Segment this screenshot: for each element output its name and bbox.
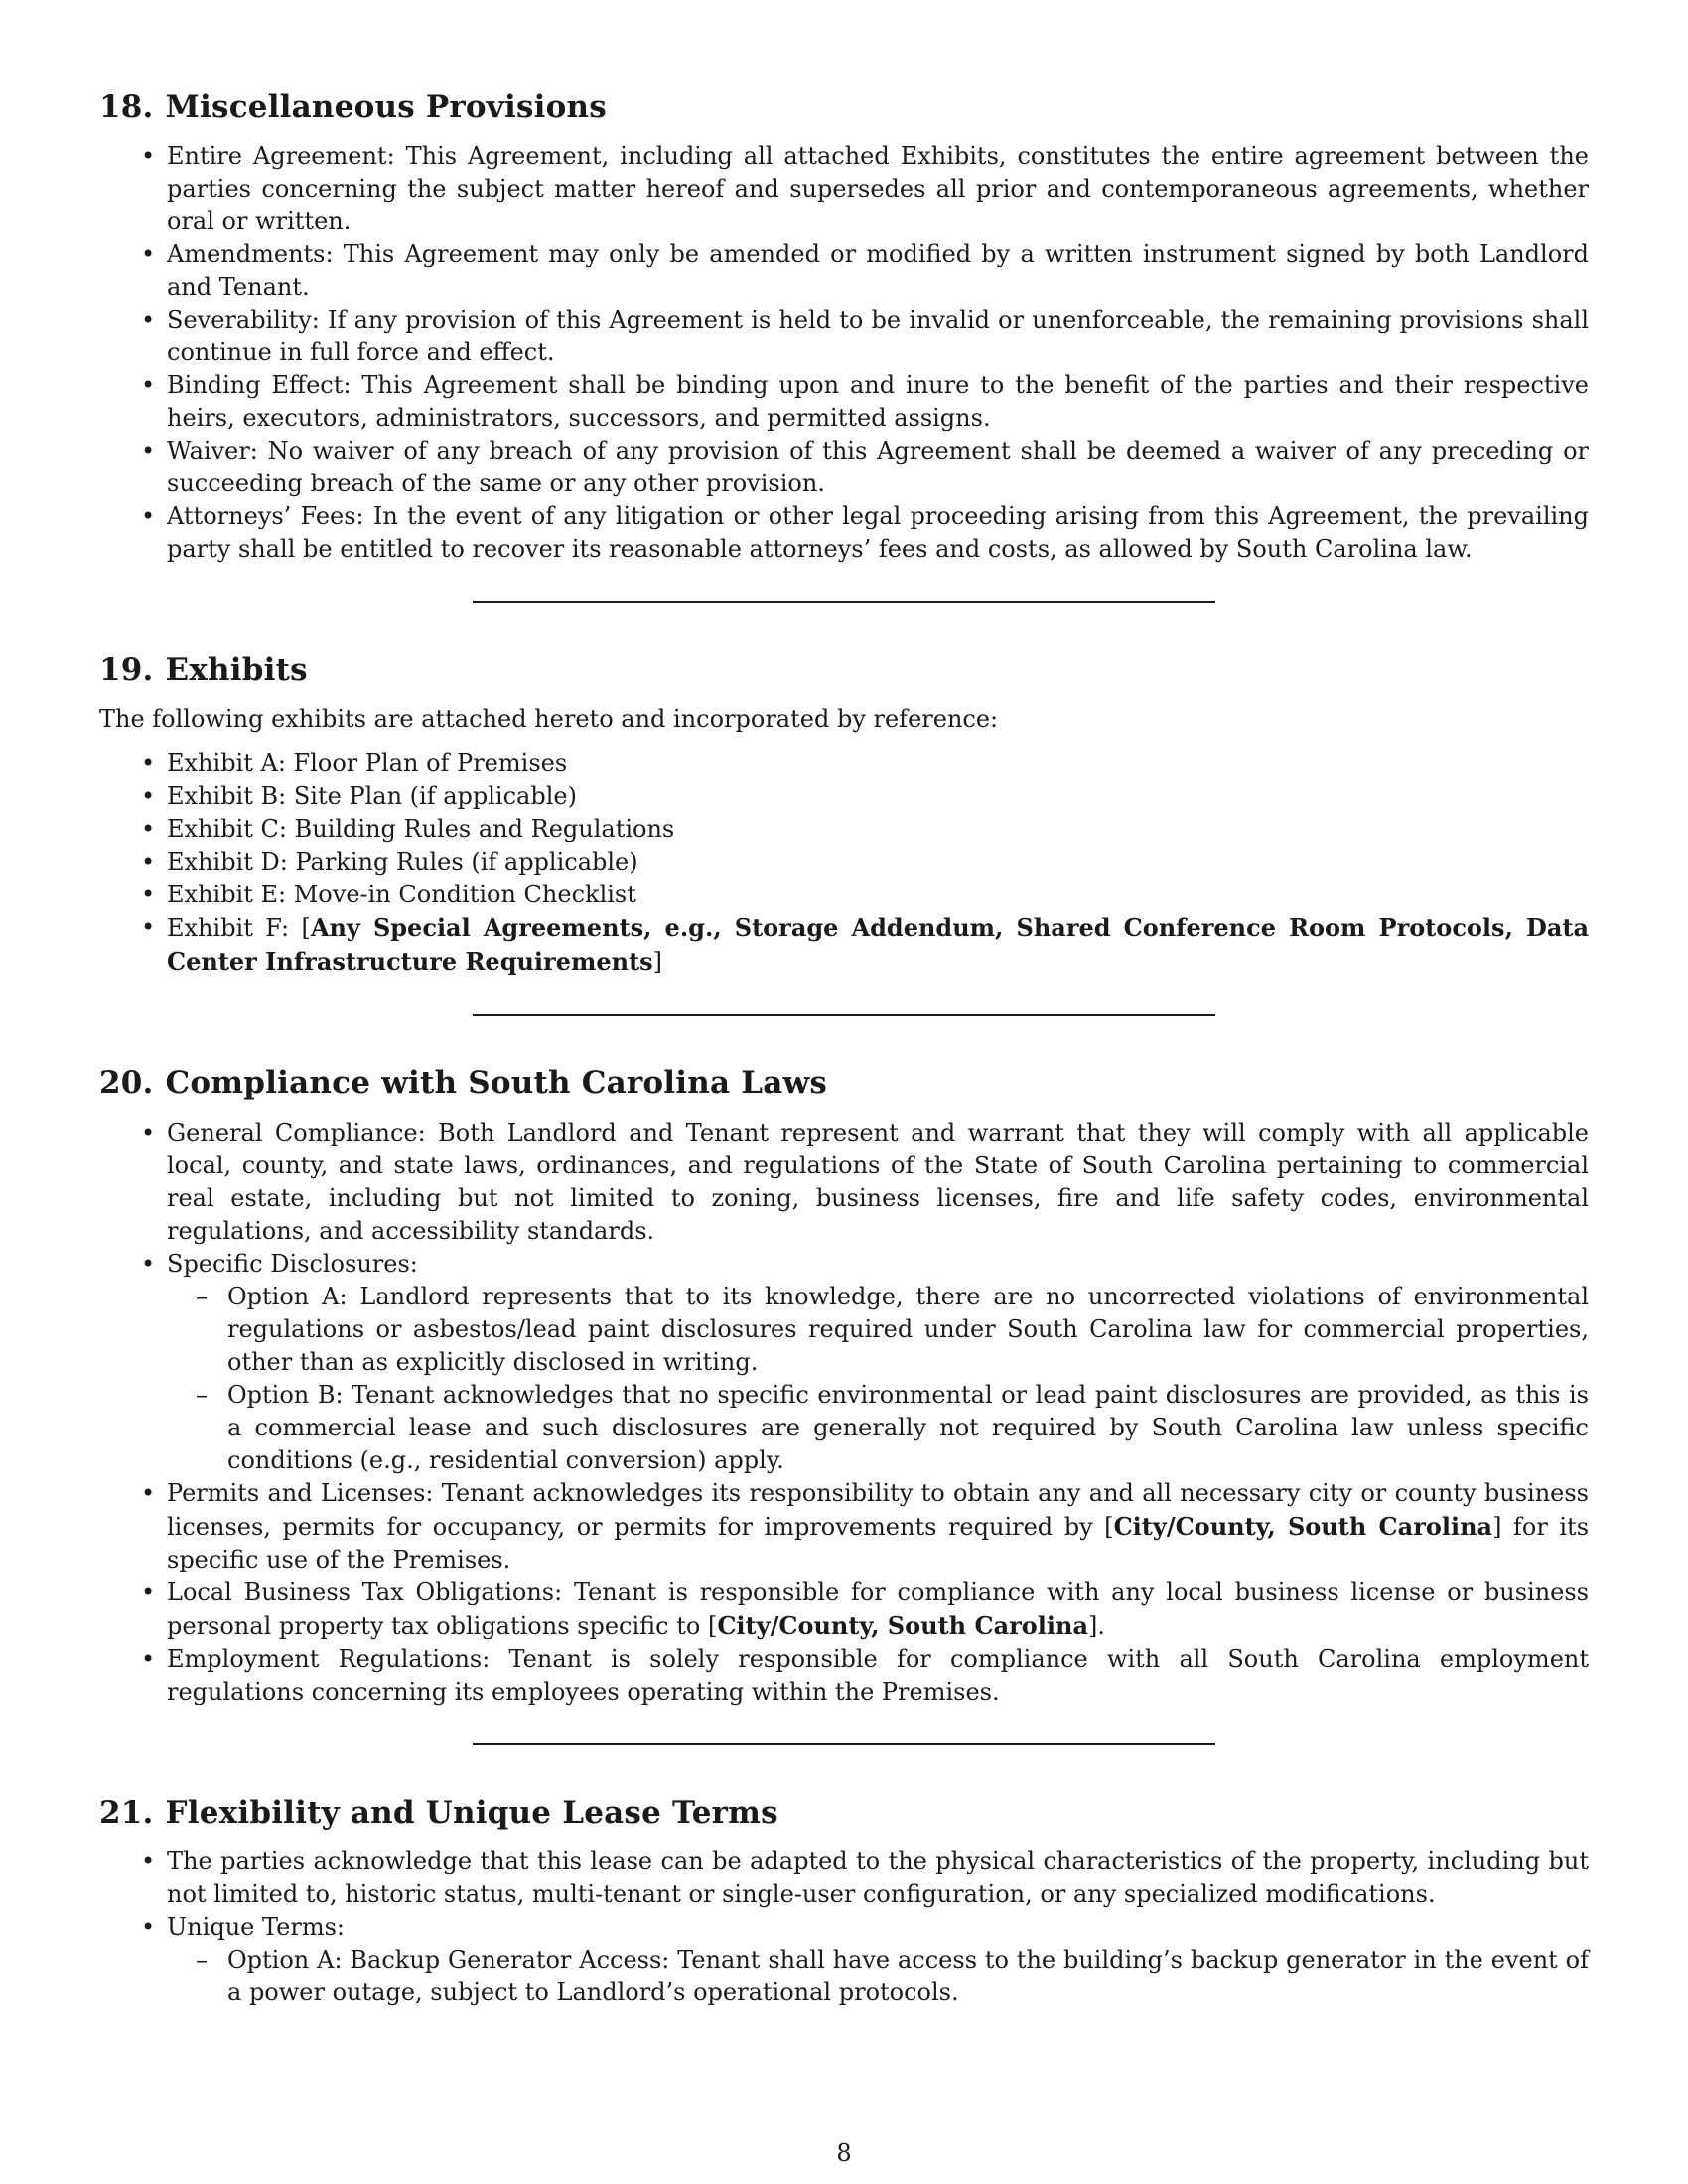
list-item-text: Unique Terms:	[167, 1912, 345, 1941]
list-item	[141, 780, 1589, 813]
bullet-icon: •	[141, 1577, 156, 1606]
bullet-icon: •	[141, 1644, 156, 1673]
bullet-icon: •	[141, 1478, 156, 1507]
list-item	[141, 1248, 1589, 1477]
sub-list-item-text: Option A: Backup Generator Access: Tenant shall have access to the building’s backup generator in the event of a power outage, subject to Landlord’s operational protocols.	[227, 1945, 1589, 2006]
section-20-heading	[99, 1065, 1589, 1102]
list-item-text: Local Business Tax Obligations: Tenant is responsible for compliance with any local business license or business personal property tax obligations specific to [	[167, 1577, 1589, 1640]
disclosure-options	[167, 1281, 1589, 1477]
bullet-icon: •	[141, 913, 156, 942]
list-item	[141, 1845, 1589, 1911]
section-19-list	[99, 748, 1589, 979]
list-item	[141, 1117, 1589, 1248]
list-item-text: Amendments: This Agreement may only be amended or modified by a written instrument signed by both Landlord and Tenant.	[167, 240, 1589, 302]
list-item-text: Exhibit C: Building Rules and Regulations	[167, 815, 675, 844]
list-item-text: The parties acknowledge that this lease can be adapted to the physical characteristics of the property, including but not limited to, historic status, multi-tenant or single-user configuration, or any specialized modifications.	[167, 1846, 1589, 1908]
list-item	[141, 435, 1589, 500]
placeholder-text: City/County, South Carolina	[1113, 1511, 1493, 1541]
dash-icon: –	[196, 1282, 208, 1310]
list-item-text: ] for its specific use of the Premises.	[167, 1512, 1590, 1573]
section-19-intro: The following exhibits are attached hereto and incorporated by reference:	[99, 705, 999, 734]
dash-icon: –	[196, 1380, 208, 1409]
list-item-text: Exhibit A: Floor Plan of Premises	[167, 750, 568, 778]
list-item	[141, 238, 1589, 304]
bullet-icon: •	[141, 240, 156, 269]
bullet-icon: •	[141, 1912, 156, 1941]
list-item-text: ].	[1088, 1611, 1106, 1640]
section-18-list	[99, 140, 1589, 566]
page-number: 8	[836, 2139, 852, 2167]
list-item-text: Exhibit B: Site Plan (if applicable)	[167, 782, 577, 811]
list-item	[141, 369, 1589, 435]
bullet-icon: •	[141, 881, 156, 909]
list-item-text: Permits and Licenses: Tenant acknowledges its responsibility to obtain any and all necessary city or county business licenses, permits for occupancy, or permits for improvements required by [	[167, 1478, 1589, 1541]
list-item-text: Severability: If any provision of this Agreement is held to be invalid or unenforceable, the remaining provisions shall continue in full force and effect.	[167, 306, 1589, 367]
bullet-icon: •	[141, 1118, 156, 1147]
list-item-text: Attorneys’ Fees: In the event of any litigation or other legal proceeding arising from this Agreement, the prevailing party shall be entitled to recover its reasonable attorneys’ fees and costs, as allowed by South Carolina law.	[167, 502, 1589, 564]
list-item	[141, 748, 1589, 780]
list-item	[141, 1643, 1589, 1708]
bullet-icon: •	[141, 437, 156, 466]
bullet-icon: •	[141, 750, 156, 778]
list-item	[141, 846, 1589, 879]
list-item	[141, 879, 1589, 911]
bullet-icon: •	[141, 1846, 156, 1875]
bullet-icon: •	[141, 1249, 156, 1278]
list-item	[141, 911, 1590, 979]
list-item	[141, 304, 1589, 369]
section-20-list	[99, 1117, 1589, 1708]
bullet-icon: •	[141, 371, 156, 400]
section-title: Flexibility and Unique Lease Terms	[165, 1794, 778, 1831]
section-number: 19.	[99, 652, 154, 689]
bullet-icon: •	[141, 142, 156, 171]
list-item-text: Binding Effect: This Agreement shall be binding upon and inure to the benefit of the parties and their respective heirs, executors, administrators, successors, and permitted assigns.	[167, 371, 1589, 433]
list-item-text: Specific Disclosures:	[167, 1249, 418, 1278]
list-item-text: General Compliance: Both Landlord and Tenant represent and warrant that they will comply with all applicable local, county, and state laws, ordinances, and regulations of the State of South Carolina pertaining to commercial real estate, including but not limited to zoning, business licenses, fire and life safety codes, environmental regulations, and accessibility standards.	[167, 1118, 1589, 1245]
section-21-list	[99, 1845, 1589, 2009]
list-item	[141, 500, 1589, 566]
dash-icon: –	[196, 1945, 208, 1974]
sub-list-item-text: Option A: Landlord represents that to its knowledge, there are no uncorrected violations of environmental regulations or asbestos/lead paint disclosures required under South Carolina law for commercial properties, other than as explicitly disclosed in writing.	[227, 1282, 1589, 1376]
list-item-text: Waiver: No waiver of any breach of any provision of this Agreement shall be deemed a waiver of any preceding or succeeding breach of the same or any other provision.	[167, 437, 1589, 498]
bullet-icon: •	[141, 306, 156, 335]
section-title: Compliance with South Carolina Laws	[165, 1065, 828, 1102]
list-item	[141, 1477, 1590, 1576]
sub-list-item-text: Option B: Tenant acknowledges that no specific environmental or lead paint disclosures are provided, as this is a commercial lease and such disclosures are generally not required by South Carolina law unless specific conditions (e.g., residential conversion) apply.	[227, 1380, 1589, 1474]
list-item-text: Exhibit F: [	[167, 914, 311, 943]
section-19-heading	[99, 652, 1589, 689]
placeholder-text: City/County, South Carolina	[717, 1610, 1089, 1640]
list-item	[141, 140, 1589, 238]
sub-list-item	[196, 1379, 1589, 1477]
bullet-icon: •	[141, 502, 156, 531]
section-number: 18.	[99, 89, 154, 125]
section-18-heading	[99, 89, 1589, 126]
bullet-icon: •	[141, 815, 156, 844]
list-item-text: Entire Agreement: This Agreement, including all attached Exhibits, constitutes the entire agreement between the parties concerning the subject matter hereof and supersedes all prior and contemporaneous agreements, whether oral or written.	[167, 142, 1589, 236]
section-title: Exhibits	[165, 652, 308, 689]
document-page	[99, 89, 1589, 2009]
list-item	[141, 1576, 1589, 1643]
section-number: 20.	[99, 1065, 154, 1102]
list-item-text: Employment Regulations: Tenant is solely responsible for compliance with all South Carolina employment regulations concerning its employees operating within the Premises.	[167, 1644, 1589, 1706]
section-21-heading	[99, 1795, 1589, 1832]
unique-term-options	[167, 1944, 1589, 2009]
list-item	[141, 1911, 1589, 2009]
bullet-icon: •	[141, 848, 156, 877]
list-item-text: ]	[652, 948, 663, 977]
list-item-text: Exhibit D: Parking Rules (if applicable)	[167, 848, 638, 877]
section-title: Miscellaneous Provisions	[165, 89, 607, 125]
list-item-text: Exhibit E: Move-in Condition Checklist	[167, 881, 636, 909]
bullet-icon: •	[141, 782, 156, 811]
placeholder-text: Any Special Agreements, e.g., Storage Addendum, Shared Conference Room Protocols, Data Center Infrastructure Requirements	[167, 913, 1590, 977]
list-item	[141, 813, 1589, 846]
sub-list-item	[196, 1944, 1589, 2009]
sub-list-item	[196, 1281, 1589, 1379]
section-number: 21.	[99, 1794, 154, 1831]
